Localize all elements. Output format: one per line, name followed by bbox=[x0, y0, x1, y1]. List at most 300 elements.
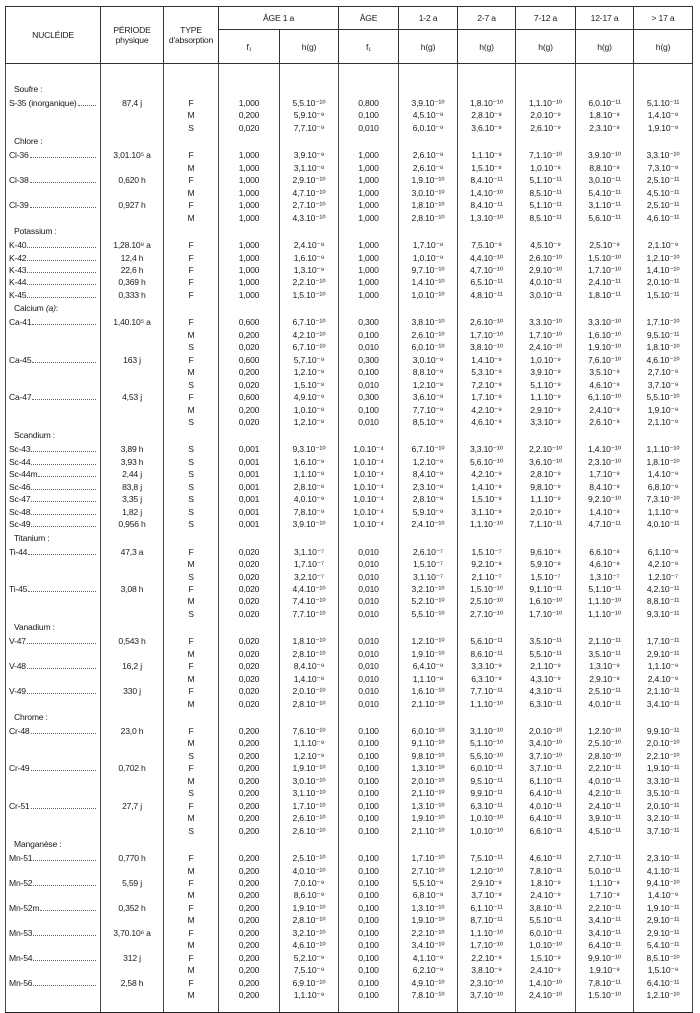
nuclide-name-with-leader bbox=[9, 725, 100, 737]
absorption-type-cell: F bbox=[164, 546, 219, 558]
empty-cell bbox=[339, 710, 399, 725]
f1-age1-cell: 0,001 bbox=[219, 481, 280, 493]
period-cell bbox=[101, 698, 164, 710]
hg-1-2-cell: 4,1.10⁻⁹ bbox=[399, 952, 458, 964]
f1-age-cell: 0,100 bbox=[339, 825, 399, 837]
nuclide-name: Ca-47 bbox=[9, 392, 32, 403]
hg-7-12-cell: 4,3.10⁻¹¹ bbox=[516, 685, 576, 697]
table-row bbox=[6, 660, 693, 672]
hg-7-12-cell: 6,4.10⁻¹¹ bbox=[516, 812, 576, 824]
hg-7-12-cell: 1,1.10⁻¹⁰ bbox=[516, 97, 576, 109]
absorption-type-cell: F bbox=[164, 902, 219, 914]
hg-age1-cell: 4,4.10⁻¹⁰ bbox=[280, 583, 339, 595]
nuclide-cell bbox=[6, 493, 101, 505]
hg-age1-cell: 1,5.10⁻⁸ bbox=[280, 379, 339, 391]
nuclide-name: Ca-45 bbox=[9, 354, 32, 365]
hg-gt17-cell: 1,9.10⁻¹¹ bbox=[634, 902, 693, 914]
hg-gt17-cell: 5,1.10⁻¹¹ bbox=[634, 97, 693, 109]
empty-cell bbox=[634, 134, 693, 149]
empty-cell bbox=[339, 134, 399, 149]
hg-1-2-cell: 1,9.10⁻¹⁰ bbox=[399, 648, 458, 660]
hg-12-17-cell: 1,1.10⁻¹⁰ bbox=[576, 608, 634, 620]
f1-age1-cell: 1,000 bbox=[219, 162, 280, 174]
hg-1-2-cell: 9,7.10⁻¹⁰ bbox=[399, 264, 458, 276]
hg-gt17-cell: 1,8.10⁻¹⁰ bbox=[634, 341, 693, 353]
header-age-1-2: 1-2 a bbox=[399, 7, 458, 30]
hg-7-12-cell: 3,9.10⁻⁹ bbox=[516, 366, 576, 378]
f1-age1-cell: 0,200 bbox=[219, 952, 280, 964]
hg-gt17-cell: 1,5.10⁻⁹ bbox=[634, 964, 693, 976]
absorption-type-cell: F bbox=[164, 877, 219, 889]
nuclide-cell bbox=[6, 276, 101, 288]
table-row bbox=[6, 762, 693, 774]
table-row bbox=[6, 648, 693, 660]
element-group-label bbox=[6, 837, 101, 852]
hg-1-2-cell: 6,0.10⁻¹⁰ bbox=[399, 341, 458, 353]
f1-age-cell: 1,000 bbox=[339, 289, 399, 301]
nuclide-name: Cl-38 bbox=[9, 175, 29, 186]
hg-2-7-cell: 2,8.10⁻⁹ bbox=[458, 109, 516, 121]
dot-leader bbox=[27, 692, 96, 694]
table-row bbox=[6, 546, 693, 558]
absorption-type-cell: M bbox=[164, 775, 219, 787]
hg-gt17-cell: 3,5.10⁻¹¹ bbox=[634, 787, 693, 799]
hg-7-12-cell: 4,5.10⁻⁹ bbox=[516, 239, 576, 251]
hg-2-7-cell: 2,5.10⁻¹⁰ bbox=[458, 595, 516, 607]
nuclide-cell bbox=[6, 329, 101, 341]
nuclide-cell bbox=[6, 391, 101, 403]
f1-age1-cell: 0,020 bbox=[219, 122, 280, 134]
hg-1-2-cell: 1,3.10⁻¹⁰ bbox=[399, 762, 458, 774]
period-cell bbox=[101, 737, 164, 749]
dot-leader bbox=[31, 769, 97, 771]
hg-7-12-cell: 2,0.10⁻¹⁰ bbox=[516, 725, 576, 737]
period-cell: 0,770 h bbox=[101, 852, 164, 864]
nuclide-name-with-leader bbox=[9, 468, 100, 480]
hg-age1-cell: 1,6.10⁻⁹ bbox=[280, 456, 339, 468]
hg-12-17-cell: 7,6.10⁻¹⁰ bbox=[576, 354, 634, 366]
hg-1-2-cell: 8,5.10⁻⁹ bbox=[399, 416, 458, 428]
f1-age1-cell: 0,200 bbox=[219, 404, 280, 416]
hg-7-12-cell: 1,8.10⁻⁹ bbox=[516, 877, 576, 889]
hg-12-17-cell: 4,0.10⁻¹¹ bbox=[576, 698, 634, 710]
hg-2-7-cell: 2,1.10⁻⁷ bbox=[458, 571, 516, 583]
empty-cell bbox=[101, 1002, 164, 1013]
nuclide-name: Mn-53 bbox=[9, 927, 33, 938]
hg-age1-cell: 2,9.10⁻¹⁰ bbox=[280, 174, 339, 186]
hg-7-12-cell: 2,0.10⁻⁹ bbox=[516, 506, 576, 518]
empty-cell bbox=[458, 620, 516, 635]
f1-age-cell: 0,100 bbox=[339, 902, 399, 914]
hg-gt17-cell: 2,1.10⁻¹¹ bbox=[634, 685, 693, 697]
header-hg: h(g) bbox=[576, 30, 634, 64]
hg-12-17-cell: 3,1.10⁻¹¹ bbox=[576, 199, 634, 211]
table-row bbox=[6, 212, 693, 224]
hg-age1-cell: 7,0.10⁻⁹ bbox=[280, 877, 339, 889]
header-type-line1: TYPE bbox=[180, 25, 202, 35]
absorption-type-cell: F bbox=[164, 725, 219, 737]
absorption-type-cell: S bbox=[164, 468, 219, 480]
empty-cell bbox=[634, 64, 693, 98]
hg-1-2-cell: 1,9.10⁻¹⁰ bbox=[399, 812, 458, 824]
hg-gt17-cell: 9,9.10⁻¹¹ bbox=[634, 725, 693, 737]
table-row bbox=[6, 391, 693, 403]
hg-12-17-cell: 1,7.10⁻⁹ bbox=[576, 889, 634, 901]
dot-leader bbox=[30, 181, 96, 183]
f1-age1-cell: 0,020 bbox=[219, 583, 280, 595]
table-row bbox=[6, 468, 693, 480]
hg-age1-cell: 3,1.10⁻⁸ bbox=[280, 162, 339, 174]
empty-cell bbox=[458, 1002, 516, 1013]
nuclide-cell bbox=[6, 737, 101, 749]
hg-12-17-cell: 2,1.10⁻¹¹ bbox=[576, 635, 634, 647]
hg-7-12-cell: 3,0.10⁻¹¹ bbox=[516, 289, 576, 301]
absorption-type-cell: S bbox=[164, 571, 219, 583]
table-row bbox=[6, 725, 693, 737]
period-cell: 163 j bbox=[101, 354, 164, 366]
hg-7-12-cell: 8,5.10⁻¹¹ bbox=[516, 212, 576, 224]
f1-age-cell: 0,100 bbox=[339, 737, 399, 749]
nuclide-name: K-44 bbox=[9, 277, 27, 288]
nuclide-name-with-leader bbox=[9, 762, 100, 774]
hg-7-12-cell: 5,9.10⁻⁸ bbox=[516, 558, 576, 570]
hg-12-17-cell: 9,2.10⁻¹⁰ bbox=[576, 493, 634, 505]
dot-leader bbox=[33, 884, 96, 886]
absorption-type-cell: F bbox=[164, 316, 219, 328]
header-age1: ÂGE 1 a bbox=[219, 7, 339, 30]
element-group-row bbox=[6, 224, 693, 239]
empty-cell bbox=[634, 620, 693, 635]
hg-1-2-cell: 9,1.10⁻¹⁰ bbox=[399, 737, 458, 749]
empty-cell bbox=[339, 837, 399, 852]
hg-2-7-cell: 1,3.10⁻¹⁰ bbox=[458, 212, 516, 224]
hg-2-7-cell: 9,9.10⁻¹¹ bbox=[458, 787, 516, 799]
dot-leader bbox=[27, 246, 96, 248]
table-row bbox=[6, 493, 693, 505]
hg-2-7-cell: 8,4.10⁻¹¹ bbox=[458, 174, 516, 186]
hg-age1-cell: 1,4.10⁻⁸ bbox=[280, 673, 339, 685]
absorption-type-cell: F bbox=[164, 927, 219, 939]
hg-gt17-cell: 4,2.10⁻¹¹ bbox=[634, 583, 693, 595]
hg-gt17-cell: 1,5.10⁻¹¹ bbox=[634, 289, 693, 301]
empty-cell bbox=[219, 710, 280, 725]
nuclide-name-with-leader bbox=[9, 546, 100, 558]
table-row bbox=[6, 252, 693, 264]
hg-12-17-cell: 7,8.10⁻¹¹ bbox=[576, 977, 634, 989]
hg-gt17-cell: 7,3.10⁻¹⁰ bbox=[634, 493, 693, 505]
f1-age-cell: 0,100 bbox=[339, 865, 399, 877]
f1-age-cell: 0,010 bbox=[339, 608, 399, 620]
hg-12-17-cell: 4,0.10⁻¹¹ bbox=[576, 775, 634, 787]
nuclide-cell bbox=[6, 109, 101, 121]
hg-2-7-cell: 1,4.10⁻¹⁰ bbox=[458, 187, 516, 199]
table-row bbox=[6, 264, 693, 276]
hg-12-17-cell: 3,9.10⁻¹⁰ bbox=[576, 149, 634, 161]
hg-1-2-cell: 1,4.10⁻¹⁰ bbox=[399, 276, 458, 288]
hg-7-12-cell: 1,0.10⁻⁹ bbox=[516, 354, 576, 366]
hg-gt17-cell: 9,3.10⁻¹¹ bbox=[634, 608, 693, 620]
hg-12-17-cell: 1,4.10⁻⁹ bbox=[576, 506, 634, 518]
hg-age1-cell: 6,9.10⁻¹⁰ bbox=[280, 977, 339, 989]
empty-cell bbox=[164, 1002, 219, 1013]
period-cell: 2,44 j bbox=[101, 468, 164, 480]
hg-12-17-cell: 2,7.10⁻¹¹ bbox=[576, 852, 634, 864]
hg-1-2-cell: 1,5.10⁻⁷ bbox=[399, 558, 458, 570]
nuclide-cell bbox=[6, 902, 101, 914]
hg-1-2-cell: 5,9.10⁻⁹ bbox=[399, 506, 458, 518]
hg-age1-cell: 2,8.10⁻¹⁰ bbox=[280, 698, 339, 710]
hg-2-7-cell: 1,1.10⁻¹⁰ bbox=[458, 698, 516, 710]
element-group-label bbox=[6, 428, 101, 443]
hg-7-12-cell: 1,6.10⁻¹⁰ bbox=[516, 595, 576, 607]
nuclide-name: K-40 bbox=[9, 240, 27, 251]
dot-leader bbox=[31, 463, 96, 465]
nuclide-name-with-leader bbox=[9, 316, 100, 328]
dot-leader bbox=[28, 590, 96, 592]
dot-leader bbox=[27, 642, 96, 644]
period-cell bbox=[101, 964, 164, 976]
f1-age1-cell: 0,200 bbox=[219, 762, 280, 774]
table-row bbox=[6, 558, 693, 570]
hg-1-2-cell: 1,8.10⁻¹⁰ bbox=[399, 199, 458, 211]
absorption-type-cell: M bbox=[164, 865, 219, 877]
hg-1-2-cell: 7,8.10⁻¹⁰ bbox=[399, 989, 458, 1001]
absorption-type-cell: S bbox=[164, 787, 219, 799]
nuclide-name-with-leader bbox=[9, 518, 100, 530]
f1-age1-cell: 0,200 bbox=[219, 329, 280, 341]
absorption-type-cell: F bbox=[164, 239, 219, 251]
f1-age-cell: 0,100 bbox=[339, 762, 399, 774]
nuclide-cell bbox=[6, 889, 101, 901]
nuclide-cell bbox=[6, 927, 101, 939]
empty-cell bbox=[516, 1002, 576, 1013]
hg-2-7-cell: 1,7.10⁻¹⁰ bbox=[458, 329, 516, 341]
element-group-label bbox=[6, 531, 101, 546]
nuclide-cell bbox=[6, 800, 101, 812]
nuclide-name-with-leader bbox=[9, 199, 100, 211]
hg-age1-cell: 4,6.10⁻¹⁰ bbox=[280, 939, 339, 951]
empty-cell bbox=[164, 224, 219, 239]
nuclide-cell bbox=[6, 725, 101, 737]
f1-age1-cell: 0,200 bbox=[219, 852, 280, 864]
f1-age1-cell: 0,001 bbox=[219, 468, 280, 480]
nuclide-name-with-leader bbox=[9, 239, 100, 251]
nuclide-name: Sc-49 bbox=[9, 519, 31, 530]
period-cell: 0,333 h bbox=[101, 289, 164, 301]
hg-gt17-cell: 5,4.10⁻¹¹ bbox=[634, 939, 693, 951]
nuclide-cell bbox=[6, 852, 101, 864]
nuclide-name: V-48 bbox=[9, 661, 26, 672]
hg-age1-cell: 7,4.10⁻¹⁰ bbox=[280, 595, 339, 607]
table-row bbox=[6, 354, 693, 366]
nuclide-name: K-45 bbox=[9, 289, 27, 300]
f1-age1-cell: 0,001 bbox=[219, 493, 280, 505]
nuclide-name-with-leader bbox=[9, 276, 100, 288]
f1-age1-cell: 0,200 bbox=[219, 964, 280, 976]
hg-12-17-cell: 6,4.10⁻¹¹ bbox=[576, 939, 634, 951]
hg-7-12-cell: 2,6.10⁻⁹ bbox=[516, 122, 576, 134]
hg-age1-cell: 1,1.10⁻⁹ bbox=[280, 989, 339, 1001]
hg-7-12-cell: 6,6.10⁻¹¹ bbox=[516, 825, 576, 837]
hg-7-12-cell: 1,0.10⁻¹⁰ bbox=[516, 939, 576, 951]
hg-12-17-cell: 2,8.10⁻¹⁰ bbox=[576, 750, 634, 762]
empty-cell bbox=[576, 1002, 634, 1013]
dot-leader bbox=[31, 525, 96, 527]
hg-12-17-cell: 4,2.10⁻¹¹ bbox=[576, 787, 634, 799]
absorption-type-cell: F bbox=[164, 149, 219, 161]
dot-leader bbox=[31, 807, 97, 809]
absorption-type-cell: M bbox=[164, 329, 219, 341]
period-cell bbox=[101, 939, 164, 951]
hg-gt17-cell: 3,3.10⁻¹⁰ bbox=[634, 149, 693, 161]
period-cell: 3,93 h bbox=[101, 456, 164, 468]
f1-age1-cell: 0,001 bbox=[219, 456, 280, 468]
hg-age1-cell: 2,2.10⁻¹⁰ bbox=[280, 276, 339, 288]
hg-age1-cell: 1,0.10⁻⁸ bbox=[280, 404, 339, 416]
hg-12-17-cell: 4,6.10⁻⁸ bbox=[576, 558, 634, 570]
hg-7-12-cell: 1,1.10⁻⁹ bbox=[516, 391, 576, 403]
f1-age1-cell: 1,000 bbox=[219, 212, 280, 224]
hg-gt17-cell: 1,1.10⁻¹⁰ bbox=[634, 443, 693, 455]
nuclide-cell bbox=[6, 416, 101, 428]
nuclide-name-with-leader bbox=[9, 289, 100, 301]
f1-age1-cell: 1,000 bbox=[219, 239, 280, 251]
period-cell: 3,08 h bbox=[101, 583, 164, 595]
hg-gt17-cell: 3,4.10⁻¹¹ bbox=[634, 698, 693, 710]
hg-7-12-cell: 7,8.10⁻¹¹ bbox=[516, 865, 576, 877]
empty-cell bbox=[516, 531, 576, 546]
dose-coefficient-table bbox=[5, 6, 693, 1013]
hg-12-17-cell: 5,1.10⁻¹¹ bbox=[576, 583, 634, 595]
nuclide-name: Sc-46 bbox=[9, 481, 31, 492]
hg-age1-cell: 1,9.10⁻¹⁰ bbox=[280, 902, 339, 914]
hg-1-2-cell: 1,7.10⁻¹⁰ bbox=[399, 852, 458, 864]
empty-cell bbox=[576, 531, 634, 546]
empty-cell bbox=[634, 428, 693, 443]
hg-1-2-cell: 3,6.10⁻⁹ bbox=[399, 391, 458, 403]
table-row bbox=[6, 276, 693, 288]
header-age-2-7: 2-7 a bbox=[458, 7, 516, 30]
absorption-type-cell: S bbox=[164, 122, 219, 134]
table-row bbox=[6, 977, 693, 989]
element-group-label bbox=[6, 134, 101, 149]
nuclide-cell bbox=[6, 122, 101, 134]
empty-cell bbox=[516, 301, 576, 316]
hg-age1-cell: 2,8.10⁻¹⁰ bbox=[280, 648, 339, 660]
hg-12-17-cell: 5,6.10⁻¹¹ bbox=[576, 212, 634, 224]
nuclide-cell bbox=[6, 812, 101, 824]
f1-age1-cell: 0,020 bbox=[219, 660, 280, 672]
f1-age1-cell: 0,200 bbox=[219, 889, 280, 901]
hg-1-2-cell: 2,6.10⁻¹⁰ bbox=[399, 329, 458, 341]
nuclide-name: Cr-51 bbox=[9, 800, 30, 811]
table-row bbox=[6, 939, 693, 951]
element-group-row bbox=[6, 134, 693, 149]
nuclide-name: Sc-48 bbox=[9, 506, 31, 517]
nuclide-name-with-leader bbox=[9, 443, 100, 455]
period-cell: 16,2 j bbox=[101, 660, 164, 672]
hg-2-7-cell: 2,6.10⁻¹⁰ bbox=[458, 316, 516, 328]
header-hg: h(g) bbox=[516, 30, 576, 64]
f1-age-cell: 0,800 bbox=[339, 97, 399, 109]
f1-age1-cell: 0,200 bbox=[219, 825, 280, 837]
empty-cell bbox=[634, 531, 693, 546]
hg-gt17-cell: 4,2.10⁻⁸ bbox=[634, 558, 693, 570]
nuclide-cell bbox=[6, 481, 101, 493]
empty-cell bbox=[339, 1002, 399, 1013]
table-row bbox=[6, 852, 693, 864]
hg-gt17-cell: 2,2.10⁻¹⁰ bbox=[634, 750, 693, 762]
dot-leader bbox=[32, 398, 96, 400]
nuclide-name: Mn-54 bbox=[9, 952, 33, 963]
absorption-type-cell: M bbox=[164, 366, 219, 378]
f1-age-cell: 1,000 bbox=[339, 276, 399, 288]
hg-gt17-cell: 2,0.10⁻¹¹ bbox=[634, 276, 693, 288]
f1-age1-cell: 0,200 bbox=[219, 109, 280, 121]
nuclide-cell bbox=[6, 289, 101, 301]
hg-gt17-cell: 8,5.10⁻¹⁰ bbox=[634, 952, 693, 964]
hg-7-12-cell: 1,5.10⁻⁹ bbox=[516, 952, 576, 964]
nuclide-cell bbox=[6, 558, 101, 570]
f1-age1-cell: 0,600 bbox=[219, 316, 280, 328]
hg-7-12-cell: 2,9.10⁻⁹ bbox=[516, 404, 576, 416]
hg-age1-cell: 5,2.10⁻⁹ bbox=[280, 952, 339, 964]
hg-gt17-cell: 1,7.10⁻¹⁰ bbox=[634, 316, 693, 328]
f1-age-cell: 0,010 bbox=[339, 546, 399, 558]
nuclide-name: V-47 bbox=[9, 636, 26, 647]
hg-gt17-cell: 4,5.10⁻¹¹ bbox=[634, 187, 693, 199]
hg-7-12-cell: 5,5.10⁻¹¹ bbox=[516, 648, 576, 660]
hg-7-12-cell: 2,2.10⁻¹⁰ bbox=[516, 443, 576, 455]
hg-2-7-cell: 6,0.10⁻¹¹ bbox=[458, 762, 516, 774]
hg-12-17-cell: 1,4.10⁻¹⁰ bbox=[576, 443, 634, 455]
nuclide-cell bbox=[6, 648, 101, 660]
hg-12-17-cell: 9,9.10⁻¹⁰ bbox=[576, 952, 634, 964]
element-name: Potassium : bbox=[14, 226, 57, 237]
empty-cell bbox=[399, 64, 458, 98]
nuclide-name-with-leader bbox=[9, 902, 100, 914]
f1-age1-cell: 1,000 bbox=[219, 149, 280, 161]
f1-age-cell: 0,010 bbox=[339, 122, 399, 134]
absorption-type-cell: F bbox=[164, 952, 219, 964]
hg-12-17-cell: 2,3.10⁻¹⁰ bbox=[576, 456, 634, 468]
hg-7-12-cell: 2,6.10⁻¹⁰ bbox=[516, 252, 576, 264]
hg-2-7-cell: 1,4.10⁻⁹ bbox=[458, 354, 516, 366]
hg-7-12-cell: 2,9.10⁻¹⁰ bbox=[516, 264, 576, 276]
hg-1-2-cell: 1,2.10⁻⁸ bbox=[399, 379, 458, 391]
header-age-12-17: 12-17 a bbox=[576, 7, 634, 30]
table-row bbox=[6, 366, 693, 378]
hg-1-2-cell: 5,2.10⁻¹⁰ bbox=[399, 595, 458, 607]
table-row bbox=[6, 914, 693, 926]
empty-cell bbox=[219, 64, 280, 98]
absorption-type-cell: F bbox=[164, 685, 219, 697]
table-row bbox=[6, 800, 693, 812]
f1-age1-cell: 0,200 bbox=[219, 989, 280, 1001]
absorption-type-cell: F bbox=[164, 97, 219, 109]
nuclide-name-with-leader bbox=[9, 493, 100, 505]
hg-age1-cell: 1,3.10⁻⁹ bbox=[280, 264, 339, 276]
hg-age1-cell: 8,6.10⁻⁹ bbox=[280, 889, 339, 901]
hg-2-7-cell: 7,5.10⁻¹¹ bbox=[458, 852, 516, 864]
hg-12-17-cell: 3,0.10⁻¹¹ bbox=[576, 174, 634, 186]
hg-1-2-cell: 2,6.10⁻⁹ bbox=[399, 149, 458, 161]
hg-age1-cell: 8,4.10⁻⁹ bbox=[280, 660, 339, 672]
dot-leader bbox=[27, 667, 96, 669]
empty-cell bbox=[458, 64, 516, 98]
empty-cell bbox=[280, 224, 339, 239]
period-cell bbox=[101, 775, 164, 787]
